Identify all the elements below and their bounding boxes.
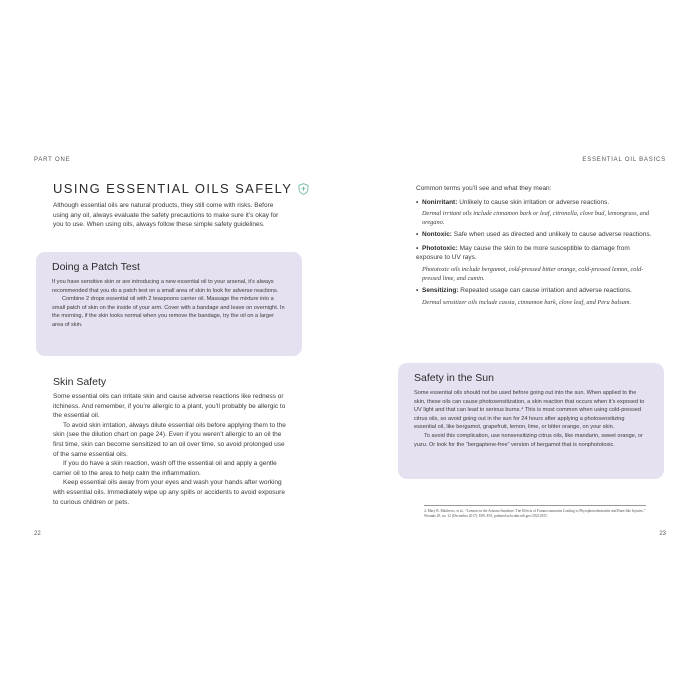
term-definition: Safe when used as directed and unlikely to cause adverse reactions. [453,231,652,239]
patch-test-box [36,252,302,356]
sun-safety-paragraph-2: To avoid this complication, use nonsensitizing citrus oils, like mandarin, sweet orange, or yuzu. Or look for the “bergaptene-free” version of bergamot that is nonphototoxic. [414,432,643,448]
sun-safety-title: Safety in the Sun [414,372,494,384]
shield-icon [298,183,309,195]
skin-safety-paragraph-4: Keep essential oils away from your eyes and wash your hands after working with essential oils. Immediately wipe up any spills or accidents to avoid exposure to curious children or pets. [53,479,285,506]
term-definition: Repeated usage can cause irritation and adverse reactions. [460,286,632,294]
patch-test-title: Doing a Patch Test [52,261,140,273]
page-title-text: USING ESSENTIAL OILS SAFELY [53,181,293,196]
term-label: Sensitizing: [422,286,459,294]
term-definition: May cause the skin to be more susceptible to damage from exposure to UV rays. [416,244,630,262]
term-example: Dermal sensitizer oils include cassia, cinnamon bark, clove leaf, and Peru balsam. [422,298,631,306]
skin-safety-paragraph-2: To avoid skin irritation, always dilute essential oils before applying them to the skin (see the dilution chart on page 24). Even if you weren’t allergic to an oil the first time, skin can become sensitized to an oil over time, so avoid prolonged use of the same essential oils. [53,421,286,458]
term-definition: Unlikely to cause skin irritation or adverse reactions. [459,198,610,206]
term-label: Phototoxic: [422,244,458,252]
page-number-left: 22 [34,531,41,537]
page-title [53,181,309,196]
terms-intro: Common terms you’ll see and what they mean: [416,185,552,192]
running-header-left: PART ONE [34,157,71,163]
term-item: • Nontoxic: Safe when used as directed and unlikely to cause adverse reactions. [416,231,652,239]
skin-safety-paragraph-1: Some essential oils can irritate skin and cause adverse reactions like redness or itchiness. And remember, if you’re allergic to a plant, you’ll probably be allergic to the essential oil. [53,393,286,420]
footnote: 4. Mary B. Matthews, et al., “Lemons in the Arizona Sunshine: The Effects of Furanocoumarins Leading to Phytophotodermatitis and Burn-like Injuries,” Wounds 29, no. 12 (December 2017): E89–E91, pubmed.ncbi.nlm.nih.gov/29231837/. [424,505,646,519]
term-example: Dermal irritant oils include cinnamon bark or leaf, citronella, clove bud, lemongrass, and oregano. [422,210,650,227]
term-item: • Nonirritant: Unlikely to cause skin irritation or adverse reactions. [416,198,610,206]
sun-safety-paragraph-1: Some essential oils should not be used before going out into the sun. When applied to the skin, these oils can cause photosensitization, a skin reaction that occurs when it’s exposed to UV light and that can lead to serious burns.⁴ This is most common when using cold-pressed citrus oils, so avoid going out in the sun for 24 hours after applying a photosensitizing essential oil, like bergamot, grapefruit, lemon, lime, or bitter orange, on your skin. [414,390,645,431]
patch-test-paragraph-2: Combine 2 drops essential oil with 2 teaspoons carrier oil. Massage the mixture into a small patch of skin on the inside of your arm. Cover with a bandage and leave on overnight. In the morning, if the skin looks normal when you remove the bandage, try the oil on a larger area of skin. [52,296,285,328]
patch-test-paragraph-1: If you have sensitive skin or are introducing a new essential oil to your arsenal, it’s always recommended that you do a patch test on a small area of skin to look for adverse reactions. [52,279,279,294]
term-item: • Phototoxic: May cause the skin to be more susceptible to damage from exposure to UV rays. [416,244,630,262]
term-example: Phototoxic oils include bergamot, cold-pressed bitter orange, cold-pressed lemon, cold-pressed lime, and cumin. [422,265,644,282]
term-label: Nonirritant: [422,198,458,206]
sun-safety-box [398,363,664,479]
term-label: Nontoxic: [422,231,452,239]
page-number-right: 23 [659,531,666,537]
term-item: • Sensitizing: Repeated usage can cause irritation and adverse reactions. [416,286,632,294]
intro-paragraph: Although essential oils are natural products, they still come with risks. Before using any oil, always evaluate the safety precautions to make sure it’s okay for you to use. When using oils, always follow these simple safety guidelines. [53,202,279,229]
running-header-right: ESSENTIAL OIL BASICS [582,157,666,163]
skin-safety-heading: Skin Safety [53,376,107,388]
skin-safety-paragraph-3: If you do have a skin reaction, wash off the essential oil and apply a gentle carrier oil to the area to help calm the inflammation. [53,460,277,477]
